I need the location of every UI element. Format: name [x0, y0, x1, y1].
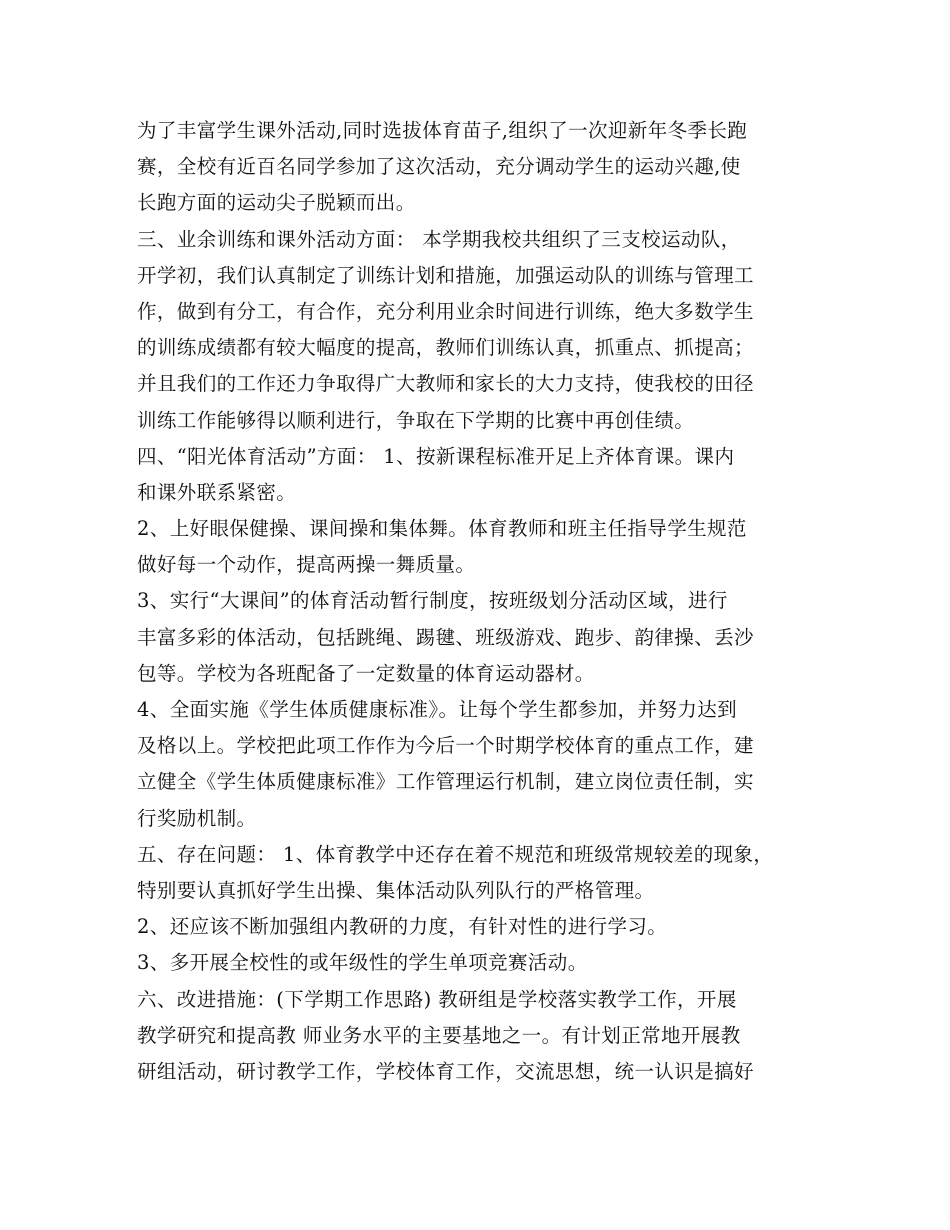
text-line: 3、多开展全校性的或年级性的学生单项竞赛活动。	[137, 951, 588, 975]
text-line: 开学初，我们认真制定了训练计划和措施，加强运动队的训练与管理工	[137, 263, 754, 287]
text-line: 作，做到有分工，有合作，充分利用业余时间进行训练，绝大多数学生	[137, 299, 754, 323]
text-line: 四、“阳光体育活动”方面： 1、按新课程标准开足上齐体育课。课内	[137, 444, 735, 468]
text-line: 4、全面实施《学生体质健康标准》。让每个学生都参加，并努力达到	[137, 698, 738, 721]
text-line: 及格以上。学校把此项工作作为今后一个时期学校体育的重点工作，建	[137, 734, 754, 758]
document-body	[137, 113, 827, 1090]
text-line: 做好每一个动作，提高两操一舞质量。	[137, 553, 476, 577]
text-line: 3、实行“大课间”的体育活动暂行制度，按班级划分活动区域，进行	[137, 589, 728, 613]
text-line: 并且我们的工作还力争取得广大教师和家长的大力支持，使我校的田径	[137, 372, 754, 396]
text-line: 立健全《学生体质健康标准》工作管理运行机制，建立岗位责任制，实	[137, 770, 754, 794]
text-line: 的训练成绩都有较大幅度的提高，教师们训练认真，抓重点、抓提高；	[137, 336, 754, 360]
text-line: 六、改进措施：(下学期工作思路) 教研组是学校落实教学工作，开展	[137, 987, 737, 1011]
text-line: 包等。学校为各班配备了一定数量的体育运动器材。	[137, 661, 595, 685]
text-line: 行奖励机制。	[137, 806, 257, 830]
text-line: 研组活动，研讨教学工作，学校体育工作，交流思想，统一认识是搞好	[137, 1059, 754, 1083]
text-line: 和课外联系紧密。	[137, 480, 297, 504]
text-line: 为了丰富学生课外活动,同时选拔体育苗子,组织了一次迎新年冬季长跑	[137, 119, 748, 142]
text-line: 三、业余训练和课外活动方面： 本学期我校共组织了三支校运动队，	[137, 227, 741, 251]
text-line: 2、上好眼保健操、课间操和集体舞。体育教师和班主任指导学生规范	[137, 517, 747, 541]
text-line: 特别要认真抓好学生出操、集体活动队列队行的严格管理。	[137, 878, 655, 902]
text-line: 赛，全校有近百名同学参加了这次活动，充分调动学生的运动兴趣,使	[137, 155, 741, 179]
text-line: 丰富多彩的体活动，包括跳绳、踢毽、班级游戏、跑步、韵律操、丢沙	[137, 625, 754, 649]
text-line: 五、存在问题： 1、体育教学中还存在着不规范和班级常规较差的现象，	[137, 842, 774, 866]
text-line: 2、还应该不断加强组内教研的力度，有针对性的进行学习。	[137, 915, 668, 939]
text-line: 训练工作能够得以顺利进行，争取在下学期的比赛中再创佳绩。	[137, 408, 695, 432]
text-line: 长跑方面的运动尖子脱颖而出。	[137, 191, 416, 215]
text-line: 教学研究和提高教 师业务水平的主要基地之一。有计划正常地开展教	[137, 1023, 741, 1047]
